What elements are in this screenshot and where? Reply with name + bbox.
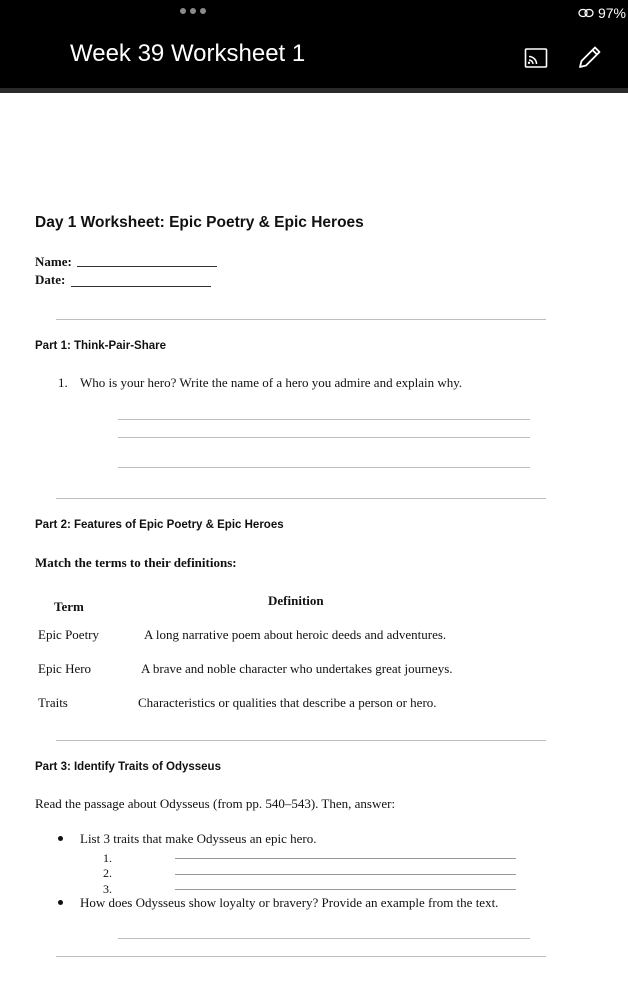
battery-percent: 97% xyxy=(597,5,626,21)
table-cell-definition: A brave and noble character who undertakes great journeys. xyxy=(141,661,453,676)
edit-pencil-icon[interactable] xyxy=(576,43,604,71)
bullet-icon xyxy=(58,900,63,905)
list-number: 1. xyxy=(103,851,112,865)
doc-title: Day 1 Worksheet: Epic Poetry & Epic Heroes xyxy=(35,214,364,231)
answer-line[interactable] xyxy=(175,874,516,875)
app-header xyxy=(0,0,628,90)
answer-line[interactable] xyxy=(175,858,516,859)
more-dots-icon[interactable] xyxy=(180,8,206,14)
answer-line[interactable] xyxy=(118,419,530,420)
table-cell-definition: Characteristics or qualities that describe a person or hero. xyxy=(138,695,437,710)
col-term-header: Term xyxy=(54,599,84,614)
answer-line[interactable] xyxy=(118,437,530,438)
divider xyxy=(56,956,546,957)
bullet-icon xyxy=(58,836,63,841)
name-label: Name: xyxy=(35,254,72,269)
table-cell-term: Traits xyxy=(38,695,68,710)
part2-instruction: Match the terms to their definitions: xyxy=(35,555,237,570)
list-number: 2. xyxy=(103,866,112,880)
link-icon xyxy=(578,8,594,18)
status-battery xyxy=(578,5,626,21)
divider xyxy=(56,319,546,320)
divider xyxy=(56,498,546,499)
divider xyxy=(56,740,546,741)
answer-line[interactable] xyxy=(118,938,530,939)
date-label: Date: xyxy=(35,272,66,287)
table-cell-term: Epic Hero xyxy=(38,661,92,676)
page-title: Week 39 Worksheet 1 xyxy=(70,40,306,67)
date-line[interactable] xyxy=(71,286,211,287)
cast-icon[interactable] xyxy=(524,46,548,70)
q1-number: 1. xyxy=(58,375,68,390)
q1-text: Who is your hero? Write the name of a hero you admire and explain why. xyxy=(80,375,463,390)
header-divider xyxy=(0,88,628,93)
answer-line[interactable] xyxy=(175,889,516,890)
name-line[interactable] xyxy=(77,266,217,267)
col-definition-header: Definition xyxy=(268,593,324,608)
part1-heading: Part 1: Think-Pair-Share xyxy=(35,340,167,352)
part3-heading: Part 3: Identify Traits of Odysseus xyxy=(35,761,221,773)
part2-heading: Part 2: Features of Epic Poetry & Epic Heroes xyxy=(35,519,284,531)
table-cell-definition: A long narrative poem about heroic deeds and adventures. xyxy=(144,627,447,642)
table-cell-term: Epic Poetry xyxy=(38,627,100,642)
answer-line[interactable] xyxy=(118,467,530,468)
bullet1-text: List 3 traits that make Odysseus an epic hero. xyxy=(80,831,317,846)
part3-instruction: Read the passage about Odysseus (from pp. 540–543). Then, answer: xyxy=(35,796,396,811)
list-number: 3. xyxy=(103,882,112,896)
bullet2-text: How does Odysseus show loyalty or bravery? Provide an example from the text. xyxy=(80,895,499,910)
